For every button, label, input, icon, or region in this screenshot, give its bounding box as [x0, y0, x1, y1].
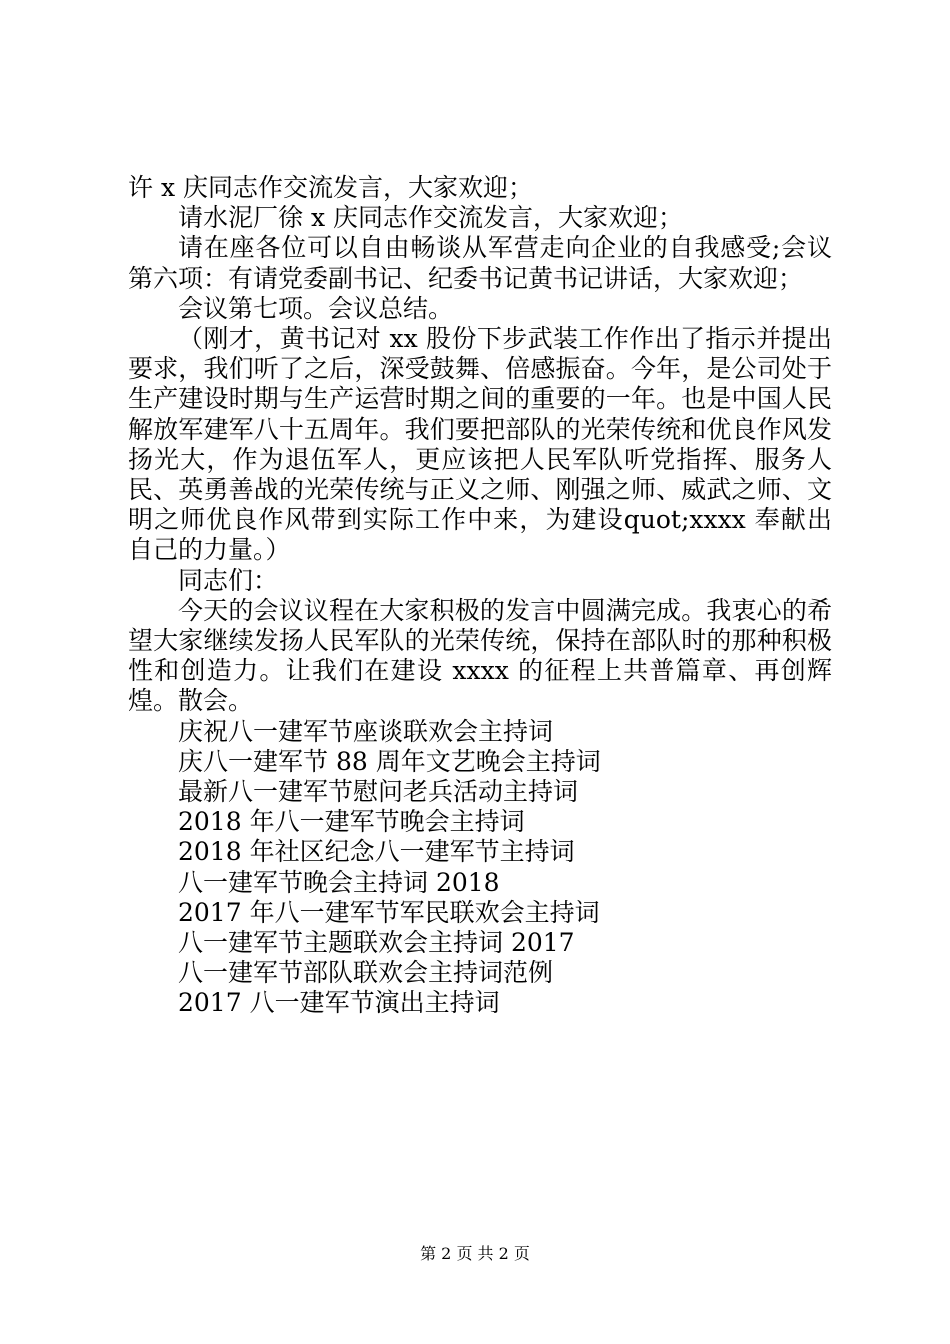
- list-item: 八一建军节部队联欢会主持词范例: [178, 958, 554, 988]
- list-item: 2018 年社区纪念八一建军节主持词: [178, 837, 575, 867]
- document-body: [128, 173, 832, 1019]
- list-item: 最新八一建军节慰问老兵活动主持词: [178, 777, 579, 807]
- list-item: 2017 八一建军节演出主持词: [178, 988, 500, 1018]
- paragraph: 许 x 庆同志作交流发言，大家欢迎；: [128, 173, 533, 202]
- paragraph: （刚才，黄书记对 xx 股份下步武装工作作出了指示并提出要求，我们听了之后，深受鼓舞、倍感振奋。今年，是公司处于生产建设时期与生产运营时期之间的重要的一年。也是中国人民解放军建军八十五周年。我们要把部队的光荣传统和优良作风发扬光大，作为退伍军人，更应该把人民军队听党指挥、服务人民、英勇善战的光荣传统与正义之师、刚强之师、威武之师、文明之师优良作风带到实际工作中来，为建设quot;xxxx 奉献出自己的力量。）: [128, 324, 832, 565]
- list-item: 庆八一建军节 88 周年文艺晚会主持词: [178, 746, 601, 776]
- list-item: 2017 年八一建军节军民联欢会主持词: [178, 897, 600, 927]
- paragraph: 请在座各位可以自由畅谈从军营走向企业的自我感受;会议第六项：有请党委副书记、纪委书记黄书记讲话，大家欢迎；: [128, 233, 832, 293]
- related-titles-list: [128, 717, 832, 1019]
- list-item: 八一建军节主题联欢会主持词 2017: [178, 928, 575, 958]
- paragraph: 今天的会议议程在大家积极的发言中圆满完成。我衷心的希望大家继续发扬人民军队的光荣传统，保持在部队时的那种积极性和创造力。让我们在建设 xxxx 的征程上共普篇章、再创辉煌。散会。: [128, 595, 832, 716]
- list-item: 八一建军节晚会主持词 2018: [178, 867, 500, 897]
- paragraph: 同志们：: [178, 565, 279, 595]
- list-item: 2018 年八一建军节晚会主持词: [178, 807, 525, 837]
- list-item: 庆祝八一建军节座谈联欢会主持词: [178, 716, 554, 746]
- paragraph: 会议第七项。会议总结。: [178, 293, 454, 323]
- paragraph: 请水泥厂徐 x 庆同志作交流发言，大家欢迎；: [178, 203, 683, 233]
- page-number-footer: 第 2 页 共 2 页: [420, 1244, 530, 1263]
